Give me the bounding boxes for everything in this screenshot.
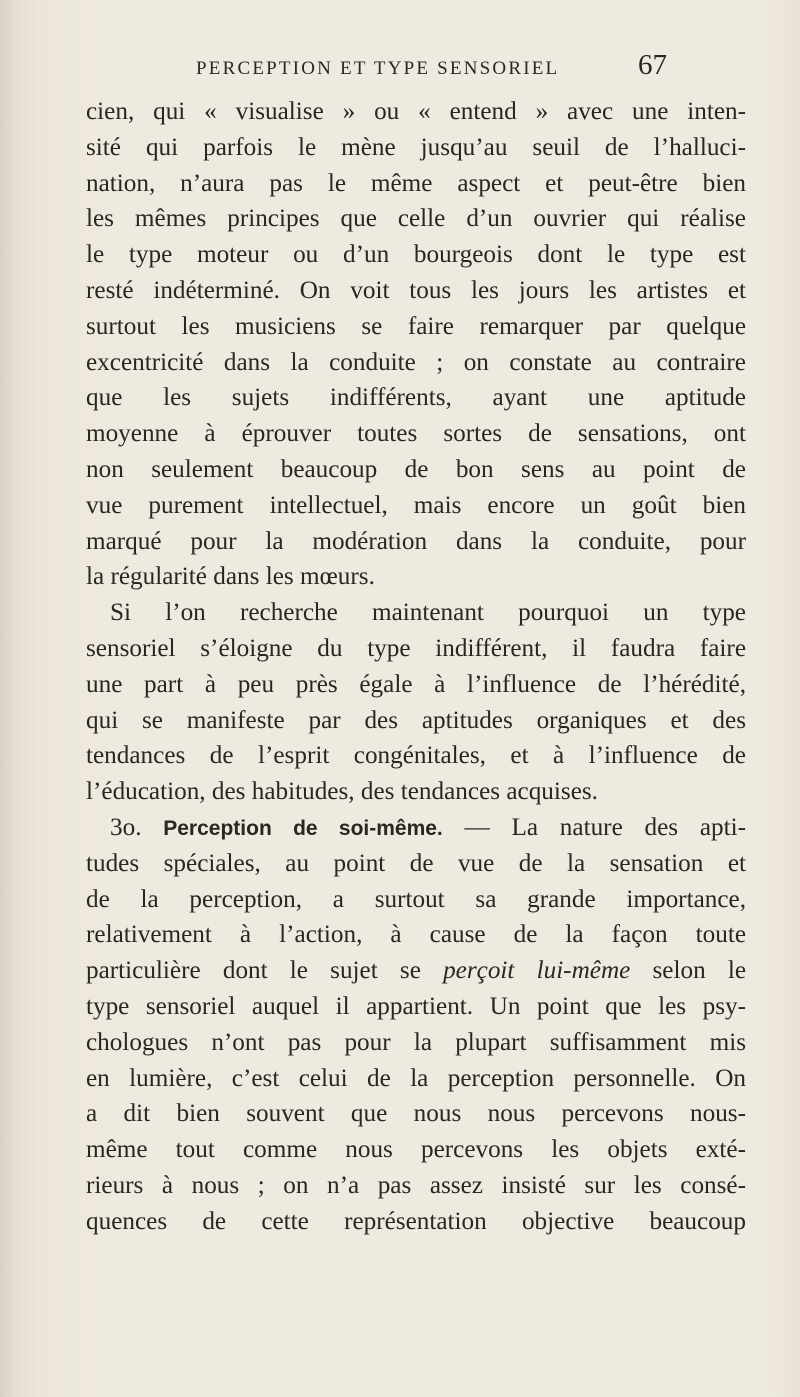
- text-line: surtout les musiciens se faire remarquer par quelque: [86, 312, 746, 340]
- italic-emphasis: perçoit lui-même: [443, 957, 631, 985]
- text-line: nation, n’aura pas le même aspect et peut-être bien: [86, 169, 746, 197]
- text-line: sité qui parfois le mène jusqu’au seuil de l’halluci-: [86, 133, 746, 161]
- text-line: non seulement beaucoup de bon sens au point de: [86, 455, 746, 483]
- text-line: la régularité dans les mœurs.: [86, 563, 375, 591]
- paragraph-first-line: Si l’on recherche maintenant pourquoi un type: [110, 599, 746, 627]
- text-line: tendances de l’esprit congénitales, et à l’influence de: [86, 742, 746, 770]
- text-line: en lumière, c’est celui de la perception personnelle. On: [86, 1064, 746, 1092]
- text-line: marqué pour la modération dans la conduite, pour: [86, 527, 746, 555]
- page-gutter-shadow: [0, 0, 14, 1397]
- section-first-line-text: — La nature des apti-: [464, 813, 747, 841]
- text-line: resté indéterminé. On voit tous les jours les artistes et: [86, 276, 746, 304]
- text-line: même tout comme nous percevons les objets exté-: [86, 1136, 746, 1164]
- text-line: tudes spéciales, au point de vue de la sensation et: [86, 849, 746, 877]
- text-line: vue purement intellectuel, mais encore un goût bien: [86, 491, 746, 519]
- text-line: rieurs à nous ; on n’a pas assez insisté sur les consé-: [86, 1171, 746, 1199]
- section-title: Perception de soi-même.: [163, 816, 443, 840]
- text-line-with-italic: [86, 953, 746, 989]
- text-line: sensoriel s’éloigne du type indifférent, il faudra faire: [86, 634, 746, 662]
- section-heading-line: [86, 810, 746, 846]
- text-line: cien, qui « visualise » ou « entend » avec une inten-: [86, 98, 746, 125]
- text-line: moyenne à éprouver toutes sortes de sensations, ont: [86, 420, 746, 448]
- text-line: relativement à l’action, à cause de la façon toute: [86, 921, 746, 949]
- text-line: excentricité dans la conduite ; on constate au contraire: [86, 348, 746, 376]
- text-segment: particulière dont le sujet se: [86, 957, 421, 985]
- text-line: chologues n’ont pas pour la plupart suffisamment mis: [86, 1028, 746, 1056]
- running-head: PERCEPTION ET TYPE SENSORIEL: [196, 58, 560, 79]
- text-line: a dit bien souvent que nous nous percevons nous-: [86, 1100, 746, 1128]
- text-line: l’éducation, des habitudes, des tendances acquises.: [86, 778, 598, 806]
- page-number: 67: [638, 49, 667, 81]
- body-text: [86, 94, 746, 1240]
- text-segment: selon le: [652, 957, 747, 985]
- text-line: quences de cette représentation objective beaucoup: [86, 1207, 746, 1235]
- text-line: qui se manifeste par des aptitudes organiques et des: [86, 706, 746, 734]
- section-number: 3o.: [110, 813, 142, 841]
- text-line: que les sujets indifférents, ayant une aptitude: [86, 384, 746, 412]
- text-line: de la perception, a surtout sa grande importance,: [86, 885, 746, 913]
- text-line: type sensoriel auquel il appartient. Un point que les psy-: [86, 992, 746, 1020]
- text-line: le type moteur ou d’un bourgeois dont le type est: [86, 241, 746, 269]
- text-line: une part à peu près égale à l’influence de l’hérédité,: [86, 670, 746, 698]
- text-line: les mêmes principes que celle d’un ouvrier qui réalise: [86, 205, 746, 233]
